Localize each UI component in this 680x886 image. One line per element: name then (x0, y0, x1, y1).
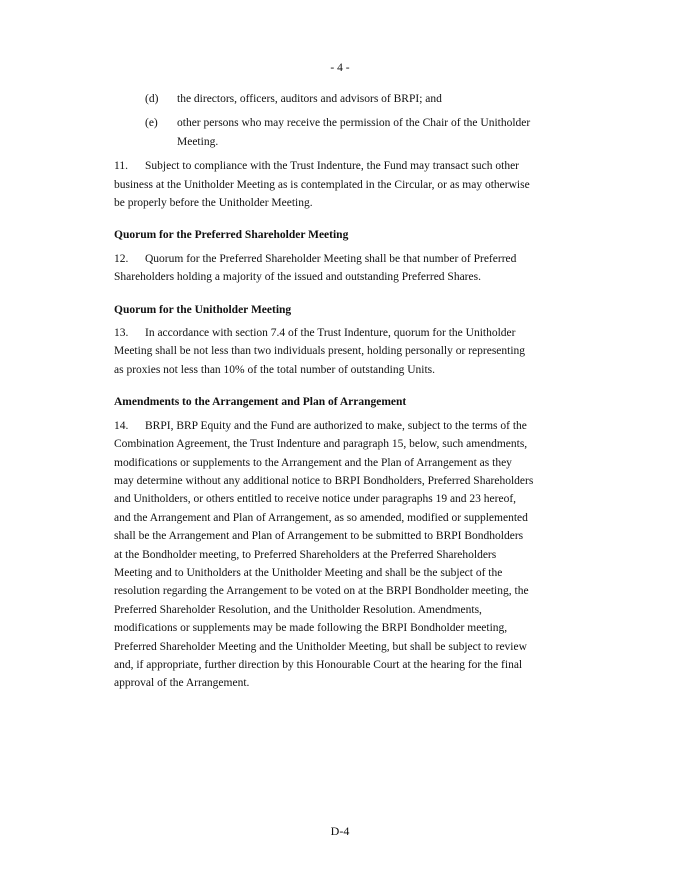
section-heading-unitholder: Quorum for the Unitholder Meeting (114, 303, 292, 316)
paragraph-11 (114, 157, 534, 212)
paragraph-13 (114, 324, 534, 379)
paragraph-number: 14. (114, 419, 129, 432)
page-number: - 4 - (330, 62, 350, 74)
paragraph-text: Quorum for the Preferred Shareholder Meeting shall be that number of Preferred Shareholders holding a majority of the issued and outstanding Preferred Shares. (114, 252, 517, 284)
paragraph-number: 12. (114, 252, 129, 265)
section-heading-amendments: Amendments to the Arrangement and Plan of Arrangement (114, 396, 407, 409)
list-item-text: the directors, officers, auditors and advisors of BRPI; and (177, 93, 442, 105)
paragraph-14 (114, 417, 534, 693)
section-heading-preferred: Quorum for the Preferred Shareholder Meeting (114, 229, 349, 242)
list-item-label: (e) (145, 117, 158, 130)
paragraph-number: 11. (114, 160, 128, 173)
list-item (114, 90, 534, 108)
list-item (114, 114, 534, 151)
document-body (114, 90, 534, 703)
list-item-label: (d) (145, 93, 159, 105)
paragraph-text: In accordance with section 7.4 of the Trust Indenture, quorum for the Unitholder Meeting shall be not less than two individuals present, holding personally or representing as proxies not less than 10% of the total number of outstanding Units. (114, 327, 526, 376)
paragraph-12 (114, 250, 534, 287)
paragraph-text: BRPI, BRP Equity and the Fund are authorized to make, subject to the terms of the Combination Agreement, the Trust Indenture and paragraph 15, below, such amendments, modifications or supplements to the Arrangement and the Plan of Arrangement as they may determine without any additional notice to BRPI Bondholders, Preferred Shareholders and Unitholders, or others entitled to receive notice under paragraphs 19 and 23 hereof, and the Arrangement and Plan of Arrangement, as so amended, modified or supplemented shall be the Arrangement and Plan of Arrangement to be submitted to BRPI Bondholders at the Bondholder meeting, to Preferred Shareholders at the Preferred Shareholders Meeting and to Unitholders at the Unitholder Meeting and shall be the subject of the resolution regarding the Arrangement to be voted on at the BRPI Bondholder meeting, the Preferred Shareholder Resolution, and the Unitholder Resolution. Amendments, modifications or supplements may be made following the BRPI Bondholder meeting, Preferred Shareholder Meeting and the Unitholder Meeting, but shall be subject to review and, if appropriate, further direction by this Honourable Court at the hearing for the final approval of the Arrangement. (114, 419, 534, 690)
paragraph-text: Subject to compliance with the Trust Indenture, the Fund may transact such other business at the Unitholder Meeting as is contemplated in the Circular, or as may otherwise be properly before the Unitholder Meeting. (114, 160, 530, 210)
paragraph-number: 13. (114, 327, 129, 340)
page-footer: D-4 (330, 824, 350, 838)
list-item-text: other persons who may receive the permission of the Chair of the Unitholder Meeting. (177, 117, 531, 148)
